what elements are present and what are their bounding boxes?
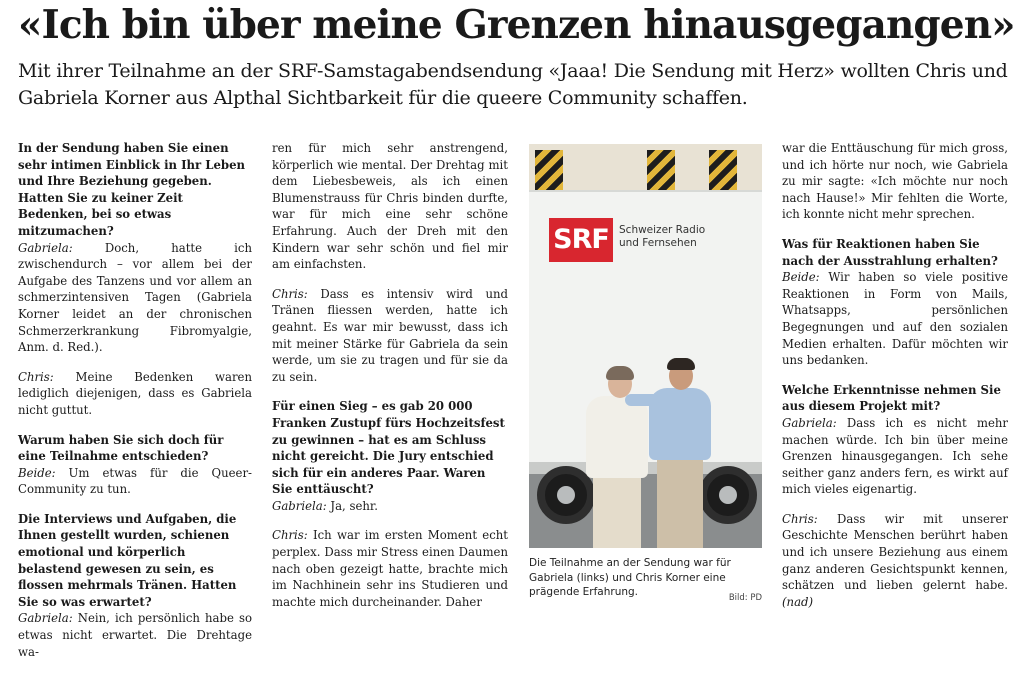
interview-answer [782, 415, 1008, 498]
speaker-label: Gabriela: [782, 415, 837, 430]
caption-line: prägende Erfahrung. [529, 586, 639, 598]
lead-line: Gabriela Korner aus Alpthal Sichtbarkeit für die queere Community schaffen. [18, 87, 748, 109]
person-gabriela [606, 366, 634, 380]
answer-continuation: war die Enttäuschung für mich gross, und ich hörte nur noch, wie Gabriela zu mir sagte: «Ich möchte nur noch nach Hause!» Mir fehlten die Worte, ich konnte nicht mehr sprechen. [782, 141, 1008, 222]
answer-text: Dass wir mit unserer Geschichte Menschen berührt haben und ich unsere Beziehung aus einem ganz anderen Gesichtspunkt kennen, schätzen und lieben gelernt habe. [782, 511, 1008, 593]
interview-question: Was für Reaktionen haben Sie nach der Ausstrahlung erhalten? [782, 236, 998, 268]
answer-text: Dass es intensiv wird und Tränen fliessen werden, hatte ich geahnt. Es war mir bewusst, dass ich mit meiner Stärke für Gabriela da sein werde, um sie zu tragen und für sie da zu sein. [272, 286, 508, 384]
interview-answer [272, 286, 508, 386]
interview-question: Warum haben Sie sich doch für eine Teilnahme entschieden? [18, 432, 224, 464]
speaker-label: Gabriela: [272, 498, 327, 513]
answer-continuation: ren für mich sehr anstrengend, körperlich wie mental. Der Drehtag mit dem Liebesbeweis, als ich einen Blumenstrauss für Chris binden durfte, war für mich eine sehr schöne Erfahrung. Auch der Dreh mit den Kindern war sehr schön und fiel mir am einfachsten. [272, 141, 508, 272]
headline: «Ich bin über meine Grenzen hinausgegangen» [18, 2, 1015, 48]
interview-answer [782, 269, 1008, 369]
person-chris [667, 358, 695, 370]
article-column-3 [782, 140, 1008, 623]
srf-truck-name-line: und Fernsehen [619, 237, 697, 249]
article-photo [529, 144, 762, 548]
answer-text: Doch, hatte ich zwischendurch – vor allem bei der Aufgabe des Tanzens und vor allem an schmerzintensiven Tagen (Gabriela Korner leidet an der chronischen Schmerzerkrankung Fibromyalgie, Anm. d. Red.). [18, 240, 252, 355]
interview-answer [272, 527, 508, 610]
interview-answer [782, 511, 1008, 611]
interview-answer [18, 465, 252, 498]
person-gabriela [593, 474, 641, 548]
speaker-label: Gabriela: [18, 240, 73, 255]
answer-text: Wir haben so viele positive Reaktionen in Form von Mails, Whatsapps, persönlichen Begegnungen und auf den sozialen Medien erhalten. Dafür möchten wir uns bedanken. [782, 270, 1008, 368]
interview-question: In der Sendung haben Sie einen sehr intimen Einblick in Ihr Leben und Ihre Beziehung gegeben. Hatten Sie zu keiner Zeit Bedenken, bei so etwas mitzumachen? [18, 141, 246, 238]
answer-text: Ja, sehr. [326, 498, 378, 513]
srf-truck-name [619, 224, 749, 250]
speaker-label: Beide: [782, 270, 820, 285]
interview-question: Welche Erkenntnisse nehmen Sie aus diesem Projekt mit? [782, 382, 1001, 414]
article-column-1 [18, 140, 252, 673]
caption-line: Die Teilnahme an der Sendung war für [529, 557, 731, 569]
lead-paragraph [18, 58, 1008, 112]
photo-credit: Bild: PD [728, 593, 762, 603]
speaker-label: Gabriela: [18, 611, 73, 626]
answer-text: Meine Bedenken waren lediglich diejenigen, dass es Gabriela nicht guttut. [18, 369, 252, 417]
interview-answer [18, 610, 252, 660]
speaker-label: Chris: [272, 528, 308, 543]
speaker-label: Beide: [18, 465, 56, 480]
interview-question: Die Interviews und Aufgaben, die Ihnen gestellt wurden, schienen emotional und körperlich belastend gewesen zu sein, es flossen mehrmals Tränen. Hatten Sie so was erwartet? [18, 511, 237, 609]
person-chris [657, 456, 703, 548]
interview-answer [18, 240, 252, 356]
author-signature: (nad) [782, 594, 814, 609]
speaker-label: Chris: [272, 286, 308, 301]
article-column-2 [272, 140, 508, 623]
caption-line: Gabriela (links) und Chris Korner eine [529, 571, 726, 584]
interview-answer [18, 369, 252, 419]
speaker-label: Chris: [782, 511, 818, 526]
person-chris [625, 394, 659, 406]
lead-line: Mit ihrer Teilnahme an der SRF-Samstagabendsendung «Jaaa! Die Sendung mit Herz» wollten Chris und [18, 60, 1008, 82]
srf-truck-name-line: Schweizer Radio [619, 224, 706, 236]
person-gabriela [586, 396, 648, 478]
photo-wheel [699, 466, 757, 524]
answer-text: Ich war im ersten Moment echt perplex. Dass mir Stress einen Daumen nach oben gezeigt hatte, brachte mich im Nachhinein sehr ins Studieren und machte mich durcheinander. Daher [272, 528, 508, 609]
answer-text: Um etwas für die Queer-Community zu tun. [18, 465, 252, 497]
speaker-label: Chris: [18, 369, 54, 384]
answer-text: Nein, ich persönlich habe so etwas nicht erwartet. Die Drehtage wa- [18, 611, 252, 659]
srf-logo: SRF [549, 218, 613, 262]
interview-question: Für einen Sieg – es gab 20 000 Franken Zustupf fürs Hochzeitsfest zu gewinnen – hat es am Schluss nicht gereicht. Die Jury entschied sich für ein anderes Paar. Waren Sie enttäuscht? [272, 399, 505, 497]
interview-answer [272, 498, 508, 515]
answer-text: Dass ich es nicht mehr machen würde. Ich bin über meine Grenzen hinausgegangen. Ich sehe seither ganz anders fern, es wirkt auf mich vieles eigenartig. [782, 415, 1008, 497]
